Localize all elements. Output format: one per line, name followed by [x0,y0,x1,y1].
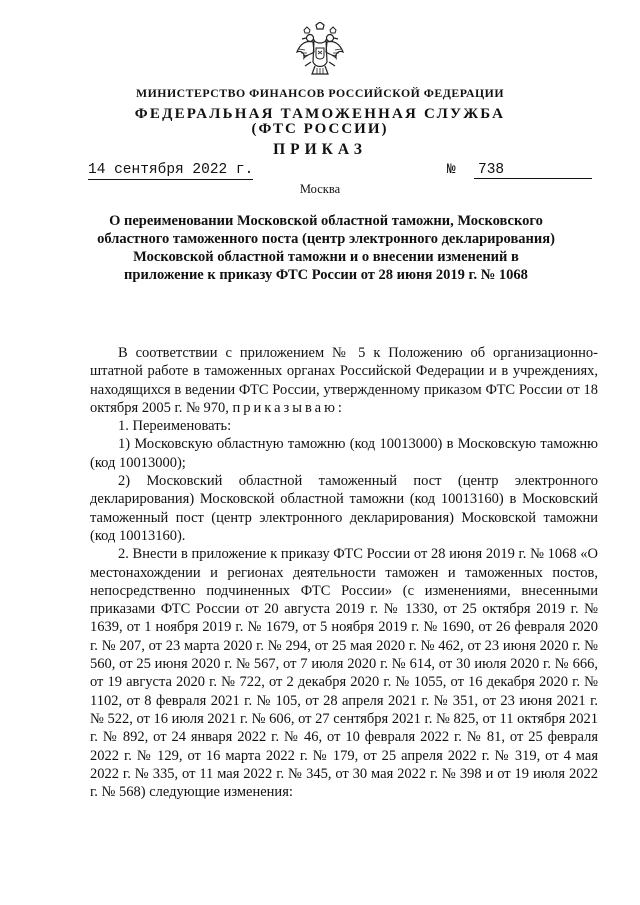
order-number-sign: № [447,162,456,178]
item-1: 1. Переименовать: [118,418,232,435]
city: Москва [299,182,341,196]
document-body [90,344,598,801]
ministry-name: МИНИСТЕРСТВО ФИНАНСОВ РОССИЙСКОЙ ФЕДЕРАЦИИ [136,86,504,100]
order-word: приказываю: [232,399,345,416]
service-name: ФЕДЕРАЛЬНАЯ ТАМОЖЕННАЯ СЛУЖБА [134,106,506,122]
document-type: ПРИКАЗ [273,141,367,158]
item-1-1: 1) Московскую областную таможню (код 10013000) в Московскую таможню (код 10013000); [90,436,598,471]
intro-paragraph [90,344,598,417]
russian-coat-of-arms-icon [296,22,344,76]
intro-text: В соответствии с приложением № 5 к Положению об организационно-штатной работе в таможенных органах Российской Федерации и в учреждениях, находящихся в ведении ФТС России, утвержденному приказом ФТС России от 18 октября 2005 г. № 970, [90,345,598,416]
service-short-name: (ФТС РОССИИ) [251,121,389,137]
order-date: 14 сентября 2022 г. [88,162,254,178]
item-2: 2. Внести в приложение к приказу ФТС России от 28 июня 2019 г. № 1068 «О местонахождении и регионах деятельности таможен и таможенных постов, непосредственно подчиненных ФТС России» (с изменениями, внесенными приказами ФТС России от 20 августа 2019 г. № 1330, от 25 октября 2019 г. № 1639, от 1 ноября 2019 г. № 1679, от 5 ноября 2019 г. № 1690, от 26 февраля 2020 г. № 207, от 23 марта 2020 г. № 294, от 25 мая 2020 г. № 462, от 23 июня 2020 г. № 560, от 25 июня 2020 г. № 567, от 7 июля 2020 г. № 614, от 30 июля 2020 г. № 666, от 19 августа 2020 г. № 722, от 2 декабря 2020 г. № 1055, от 16 декабря 2020 г. № 1102, от 8 февраля 2021 г. № 105, от 28 апреля 2021 г. № 351, от 23 июня 2021 г. № 522, от 16 июля 2021 г. № 606, от 27 сентября 2021 г. № 825, от 11 октября 2021 г. № 892, от 24 января 2022 г. № 46, от 10 февраля 2022 г. № 81, от 25 февраля 2022 г. № 129, от 16 марта 2022 г. № 179, от 25 апреля 2022 г. № 319, от 4 мая 2022 г. № 335, от 11 мая 2022 г. № 345, от 30 мая 2022 г. № 398 и от 19 июля 2022 г. № 568) следующие изменения: [90,546,598,801]
document-title: О переименовании Московской областной таможни, Московского областного таможенного поста (центр электронного декларирования) Московской областной таможни и о внесении изменений в приложение к приказу ФТС России от 28 июня 2019 г. № 1068 [97,213,555,283]
order-number: 738 [474,162,592,179]
item-1-2: 2) Московский областной таможенный пост (центр электронного декларирования) Московской областной таможни (код 10013160) в Московский таможенный пост (центр электронного декларирования) Московской таможни (код 10013160). [90,473,598,544]
